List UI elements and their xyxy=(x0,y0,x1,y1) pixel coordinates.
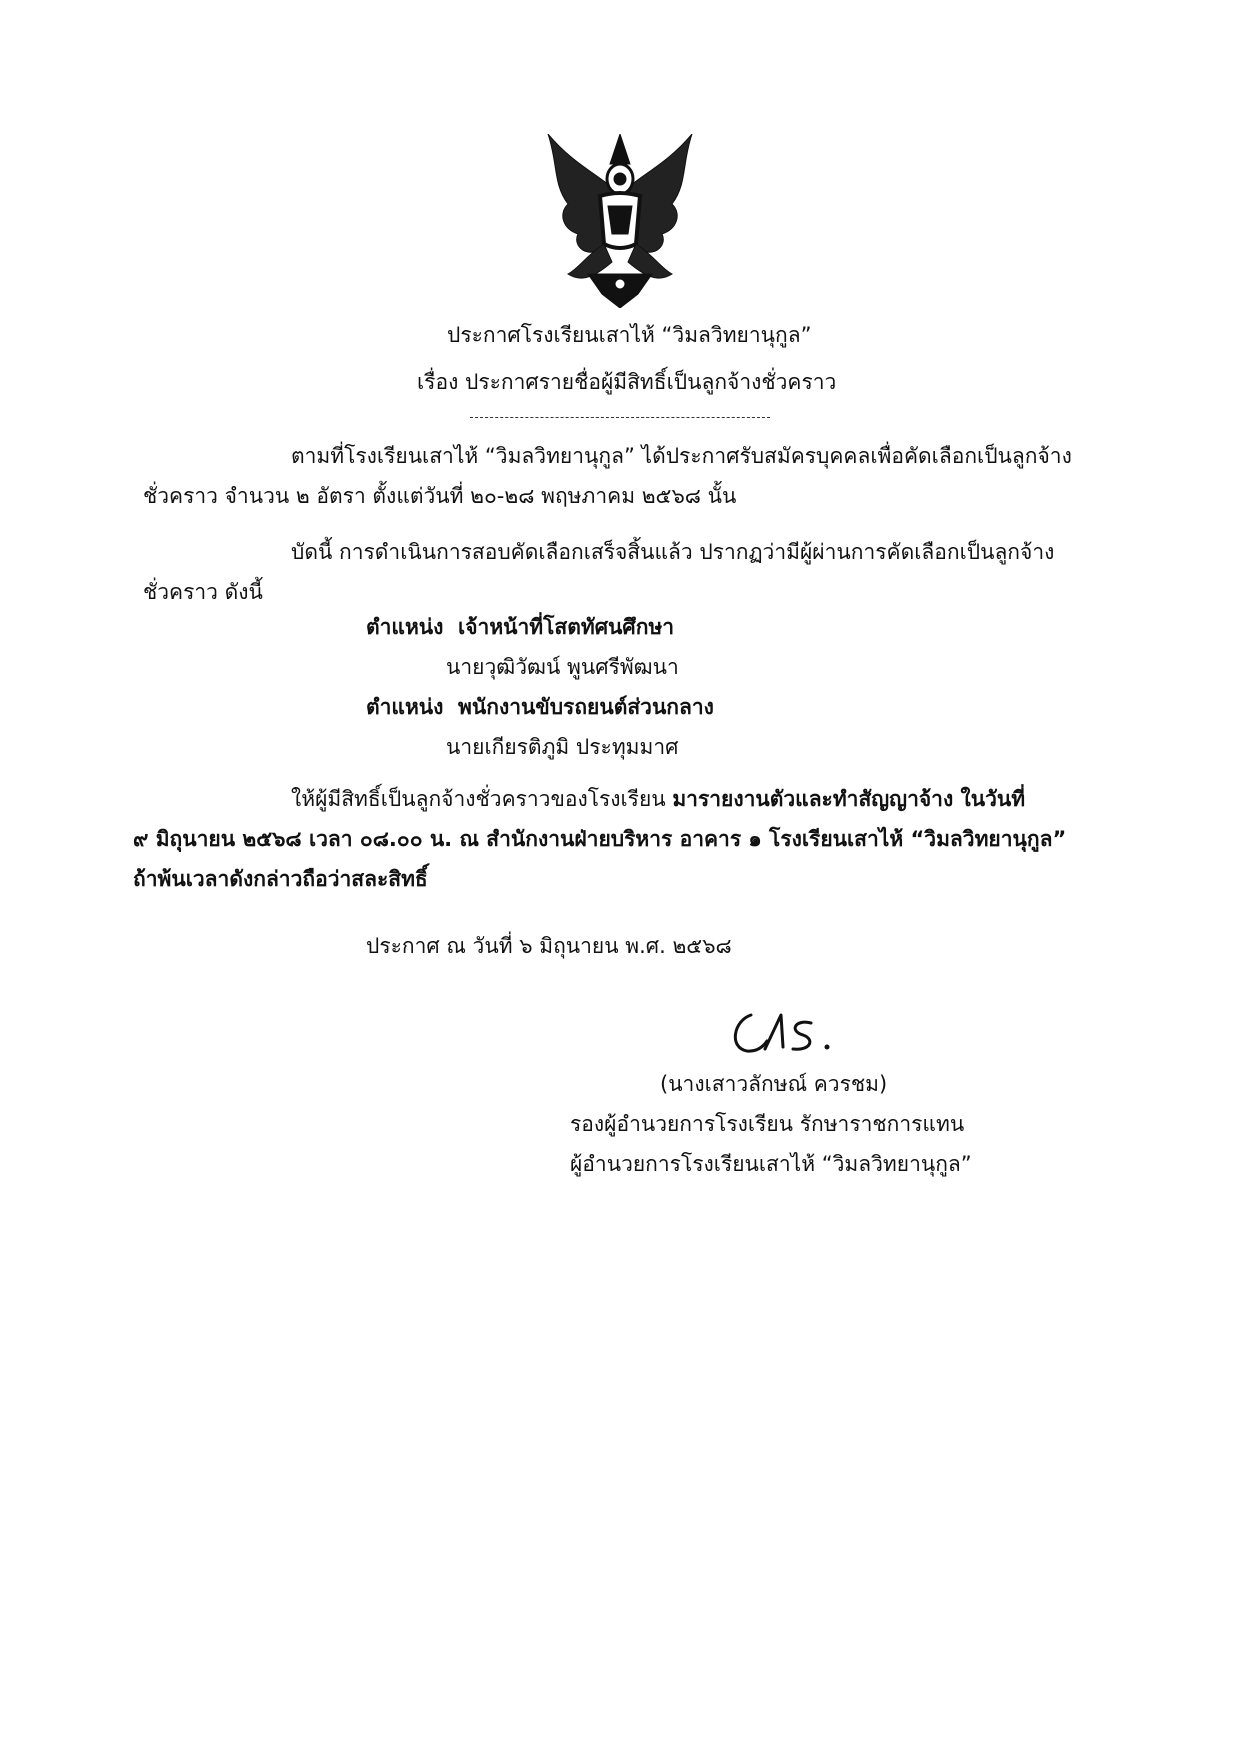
instruction-line-1-normal: ให้ผู้มีสิทธิ์เป็นลูกจ้างชั่วคราวของโรงเรียน xyxy=(291,787,673,811)
position-1-title: เจ้าหน้าที่โสตทัศนศึกษา xyxy=(458,615,675,639)
instruction-line-1 xyxy=(291,784,1025,814)
signatory-role-2: ผู้อำนวยการโรงเรียนเสาไห้ “วิมลวิทยานุกูล” xyxy=(570,1152,972,1176)
garuda-emblem-icon xyxy=(528,134,712,308)
instruction-line-2: ๙ มิถุนายน ๒๕๖๘ เวลา ๐๘.๐๐ น. ณ สำนักงานฝ่ายบริหาร อาคาร ๑ โรงเรียนเสาไห้ “วิมลวิทยานุกูล” xyxy=(133,827,1067,851)
announcement-title: ประกาศโรงเรียนเสาไห้ “วิมลวิทยานุกูล” xyxy=(447,323,812,347)
position-1-row xyxy=(366,612,674,642)
position-2-label: ตำแหน่ง xyxy=(366,695,444,719)
announce-date: ประกาศ ณ วันที่ ๖ มิถุนายน พ.ศ. ๒๕๖๘ xyxy=(366,934,732,958)
signatory-role-1: รองผู้อำนวยการโรงเรียน รักษาราชการแทน xyxy=(570,1112,965,1136)
instruction-line-1-bold: มารายงานตัวและทำสัญญาจ้าง ในวันที่ xyxy=(672,787,1026,811)
position-2-title: พนักงานขับรถยนต์ส่วนกลาง xyxy=(458,695,714,719)
paragraph-1-line-2: ชั่วคราว จำนวน ๒ อัตรา ตั้งแต่วันที่ ๒๐-๒๘ พฤษภาคม ๒๕๖๘ นั้น xyxy=(143,484,737,508)
header-divider xyxy=(470,417,770,418)
signatory-name: (นางเสาวลักษณ์ ควรชม) xyxy=(660,1072,888,1096)
position-2-row xyxy=(366,692,714,722)
paragraph-2-line-1: บัดนี้ การดำเนินการสอบคัดเลือกเสร็จสิ้นแล้ว ปรากฏว่ามีผู้ผ่านการคัดเลือกเป็นลูกจ้าง xyxy=(291,540,1055,564)
position-1-label: ตำแหน่ง xyxy=(366,615,444,639)
paragraph-1-line-1: ตามที่โรงเรียนเสาไห้ “วิมลวิทยานุกูล” ได้ประกาศรับสมัครบุคคลเพื่อคัดเลือกเป็นลูกจ้าง xyxy=(291,444,1072,468)
handwritten-signature xyxy=(723,1003,843,1063)
instruction-line-3: ถ้าพ้นเวลาดังกล่าวถือว่าสละสิทธิ์ xyxy=(133,867,428,891)
paragraph-2-line-2: ชั่วคราว ดังนี้ xyxy=(143,580,263,604)
position-2-person: นายเกียรติภูมิ ประทุมมาศ xyxy=(446,735,679,759)
position-1-person: นายวุฒิวัฒน์ พูนศรีพัฒนา xyxy=(446,655,679,679)
announcement-subject: เรื่อง ประกาศรายชื่อผู้มีสิทธิ์เป็นลูกจ้างชั่วคราว xyxy=(417,370,837,394)
